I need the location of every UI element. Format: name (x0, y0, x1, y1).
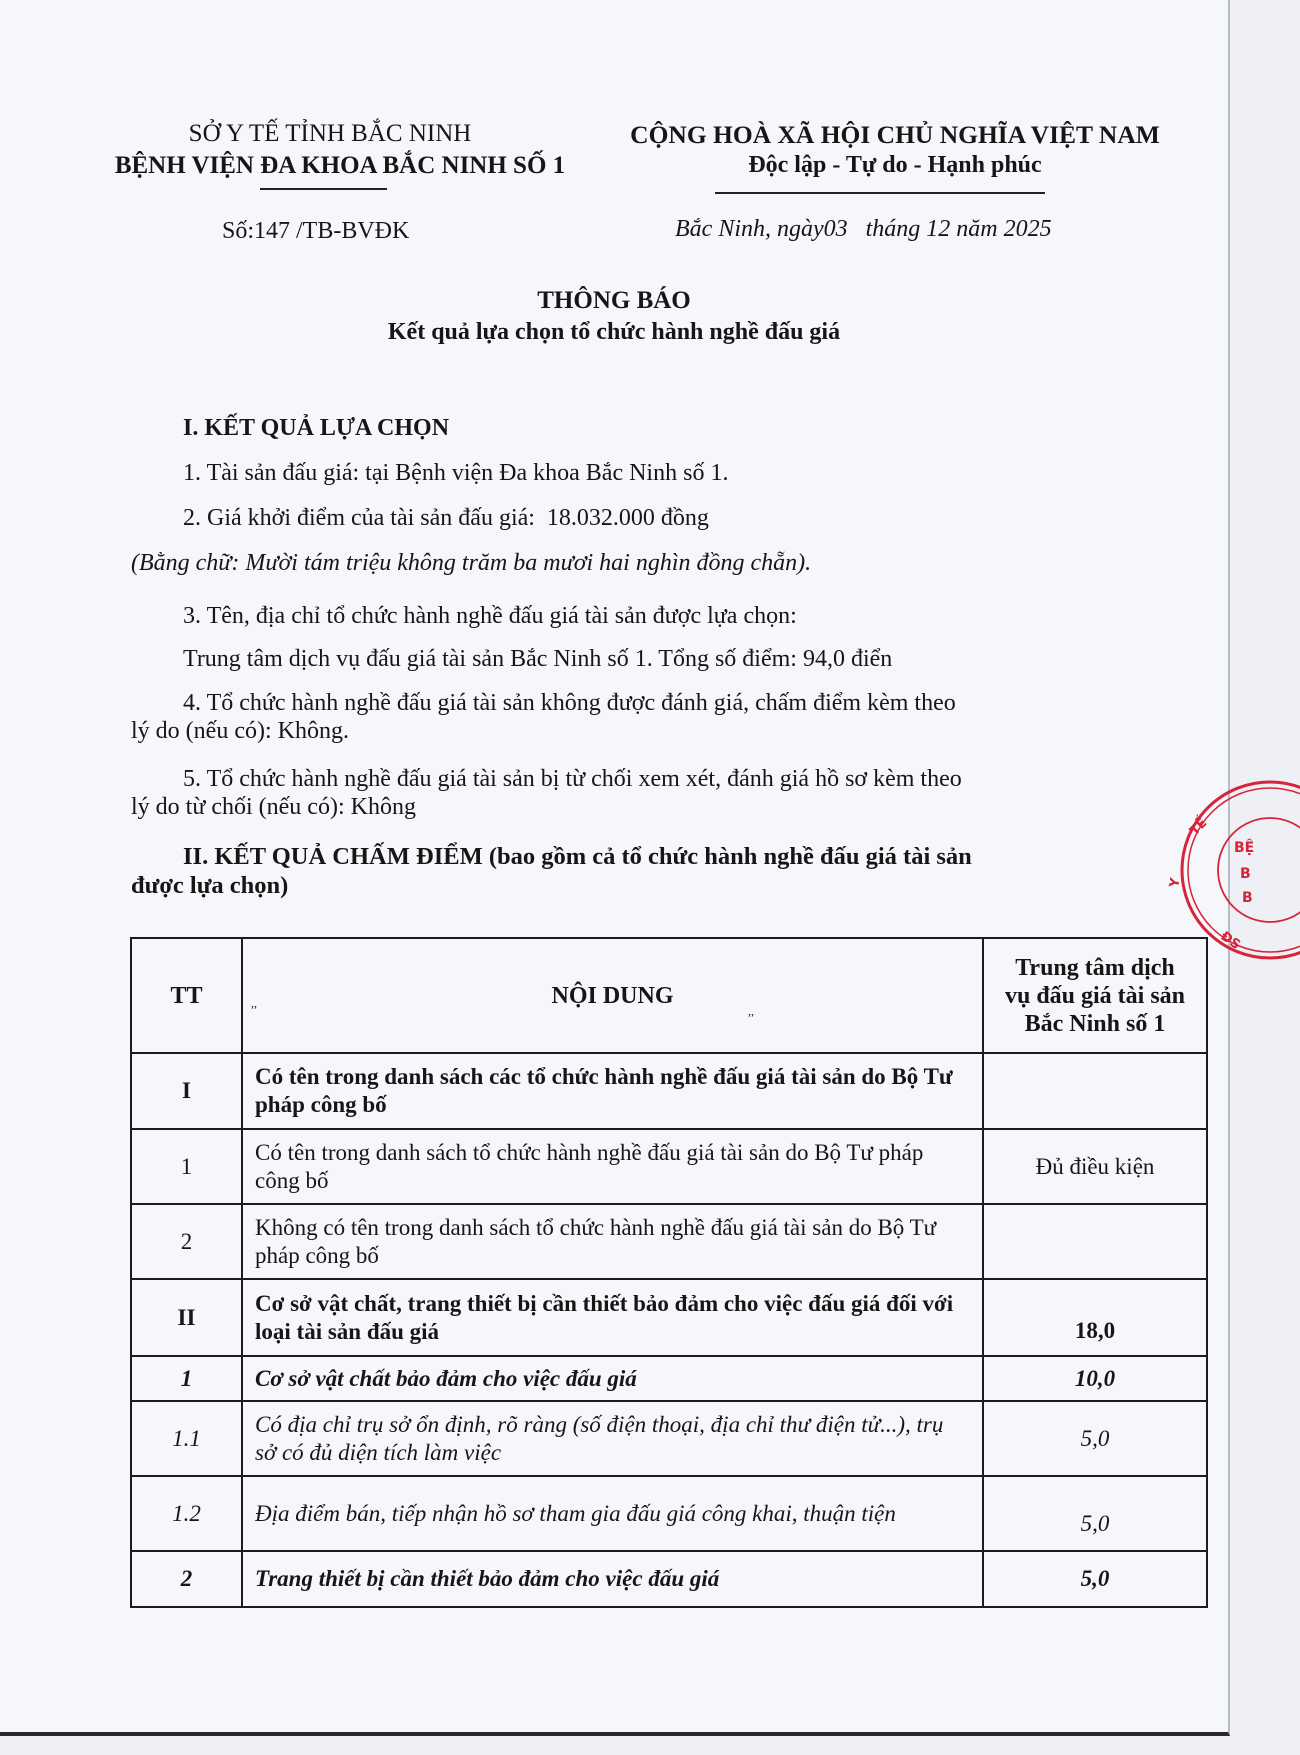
row-tt: 1 (131, 1356, 242, 1401)
header-org-line-1: Trung tâm dịch (1015, 954, 1175, 981)
section-1-heading: I. KẾT QUẢ LỰA CHỌN (183, 415, 450, 441)
row-tt: 2 (131, 1551, 242, 1607)
item-5-line-1: 5. Tổ chức hành nghề đấu giá tài sản bị từ chối xem xét, đánh giá hồ sơ kèm theo (183, 766, 962, 792)
row-tt: 1.1 (131, 1401, 242, 1476)
row-content: Trang thiết bị cần thiết bảo đảm cho việc đấu giá (242, 1551, 983, 1607)
row-score: 18,0 (983, 1279, 1207, 1356)
item-1: 1. Tài sản đấu giá: tại Bệnh viện Đa khoa Bắc Ninh số 1. (183, 460, 729, 486)
table-row (131, 1401, 1207, 1476)
row-tt: 1 (131, 1129, 242, 1204)
table-row (131, 1356, 1207, 1401)
row-content: Không có tên trong danh sách tổ chức hành nghề đấu giá tài sản do Bộ Tư pháp công bố (242, 1204, 983, 1279)
svg-text:Y: Y (1167, 876, 1184, 889)
item-4-line-2: lý do (nếu có): Không. (131, 718, 349, 744)
item-2: 2. Giá khởi điểm của tài sản đấu giá: 18.032.000 đồng (183, 505, 709, 531)
item-4-line-1: 4. Tổ chức hành nghề đấu giá tài sản không được đánh giá, chấm điểm kèm theo (183, 690, 956, 716)
official-stamp (1150, 780, 1300, 960)
row-score: 5,0 (983, 1401, 1207, 1476)
motto-underline (715, 192, 1045, 194)
table-header-row (131, 938, 1207, 1053)
table-row (131, 1204, 1207, 1279)
item-3-value: Trung tâm dịch vụ đấu giá tài sản Bắc Ninh số 1. Tổng số điểm: 94,0 điển (183, 646, 893, 672)
header-org-line-3: Bắc Ninh số 1 (1024, 1010, 1166, 1037)
row-content: Có địa chỉ trụ sở ổn định, rõ ràng (số điện thoại, địa chỉ thư điện tử...), trụ sở có đủ diện tích làm việc (242, 1401, 983, 1476)
stray-mark-right: ,, (748, 1004, 754, 1018)
org-underline (260, 188, 387, 190)
section-2-heading-cont: được lựa chọn) (131, 872, 289, 899)
header-tt: TT (131, 938, 242, 1053)
svg-text:B: B (1242, 890, 1253, 906)
row-score: 10,0 (983, 1356, 1207, 1401)
row-tt: I (131, 1053, 242, 1129)
section-2-heading: II. KẾT QUẢ CHẤM ĐIỂM (bao gồm cả tổ chức hành nghề đấu giá tài sản (183, 843, 972, 870)
header-content-label: NỘI DUNG (551, 982, 674, 1009)
row-content: Địa điểm bán, tiếp nhận hồ sơ tham gia đấu giá công khai, thuận tiện (242, 1476, 983, 1551)
item-5-line-2: lý do từ chối (nếu có): Không (131, 794, 416, 820)
row-content: Có tên trong danh sách tổ chức hành nghề đấu giá tài sản do Bộ Tư pháp công bố (242, 1129, 983, 1204)
table-row (131, 1551, 1207, 1607)
table-row (131, 1476, 1207, 1551)
row-score (983, 1053, 1207, 1129)
svg-text:BỆ: BỆ (1234, 840, 1255, 856)
svg-text:ĐS: ĐS (1217, 928, 1243, 953)
row-score: 5,0 (983, 1551, 1207, 1607)
document-subtitle: Kết quả lựa chọn tổ chức hành nghề đấu giá (387, 319, 841, 345)
stray-mark-left: ,, (251, 996, 257, 1010)
row-score: Đủ điều kiện (983, 1129, 1207, 1204)
header-org-line-2: vụ đấu giá tài sản (1004, 982, 1186, 1009)
table-row (131, 1129, 1207, 1204)
row-content: Cơ sở vật chất, trang thiết bị cần thiết bảo đảm cho việc đấu giá đối với loại tài sản đấu giá (242, 1279, 983, 1356)
row-tt: 1.2 (131, 1476, 242, 1551)
svg-text:TẾ: TẾ (1187, 815, 1211, 839)
stamp-seal-icon (1150, 780, 1300, 960)
document-date: Bắc Ninh, ngày03 tháng 12 năm 2025 (675, 216, 1052, 242)
row-tt: 2 (131, 1204, 242, 1279)
nation-title: CỘNG HOÀ XÃ HỘI CHỦ NGHĨA VIỆT NAM (630, 120, 1160, 149)
row-tt: II (131, 1279, 242, 1356)
item-2-words: (Bằng chữ: Mười tám triệu không trăm ba mươi hai nghìn đồng chẵn). (131, 550, 812, 576)
row-content: Có tên trong danh sách các tổ chức hành nghề đấu giá tài sản do Bộ Tư pháp công bố (242, 1053, 983, 1129)
org-parent: SỞ Y TẾ TỈNH BẮC NINH (188, 120, 472, 147)
item-3: 3. Tên, địa chỉ tổ chức hành nghề đấu giá tài sản được lựa chọn: (183, 603, 797, 629)
row-content: Cơ sở vật chất bảo đảm cho việc đấu giá (242, 1356, 983, 1401)
header-content (242, 938, 983, 1053)
row-score (983, 1204, 1207, 1279)
national-motto: Độc lập - Tự do - Hạnh phúc (748, 152, 1042, 178)
document-title: THÔNG BÁO (537, 287, 691, 314)
svg-text:B: B (1240, 866, 1251, 882)
org-name: BỆNH VIỆN ĐA KHOA BẮC NINH SỐ 1 (114, 152, 566, 179)
document-number: Số:147 /TB-BVĐK (222, 218, 410, 244)
row-score: 5,0 (983, 1476, 1207, 1551)
table-row (131, 1279, 1207, 1356)
table-row (131, 1053, 1207, 1129)
scoring-table (130, 937, 1208, 1608)
